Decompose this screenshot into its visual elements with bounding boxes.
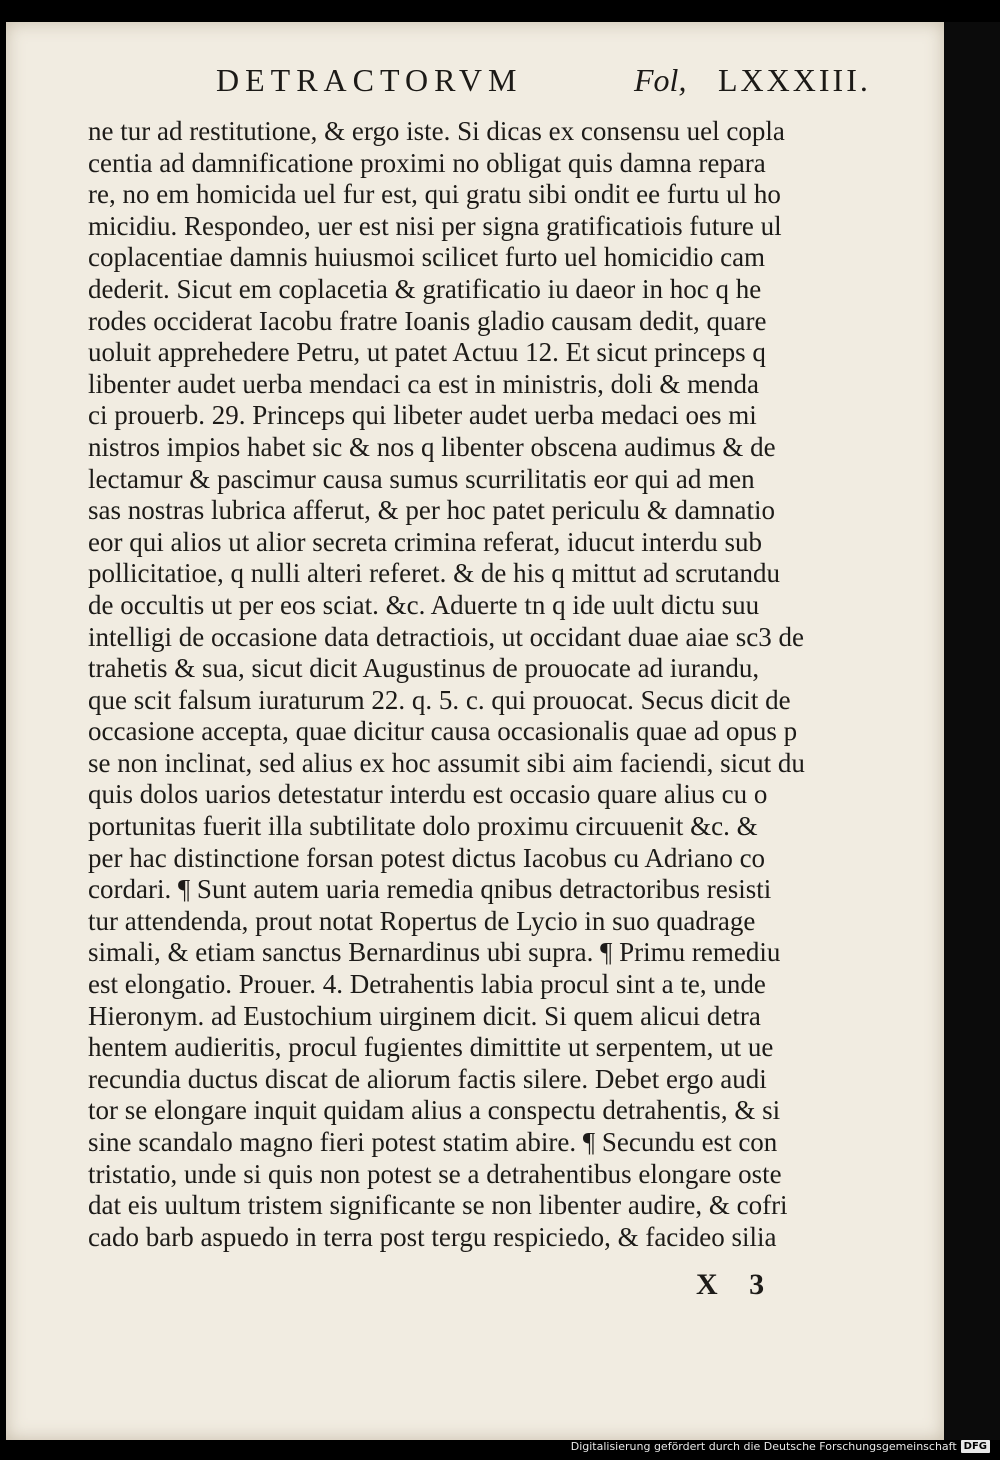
text-line: lectamur & pascimur causa sumus scurrilitatis eor qui ad men	[88, 463, 755, 494]
text-line: occasione accepta, quae dicitur causa occasionalis quae ad opus p	[88, 716, 798, 747]
main-text-block	[88, 116, 868, 1253]
digitization-credit	[571, 1438, 990, 1454]
text-line: coplacentiae damnis huiusmoi scilicet furto uel homicidio cam	[88, 242, 766, 273]
scan-background-edge	[944, 22, 1000, 1440]
text-line: sine scandalo magno fieri potest statim abire. ¶ Secundu est con	[88, 1127, 778, 1157]
text-line: se non inclinat, sed alius ex hoc assumit sibi aim faciendi, sicut du	[88, 747, 805, 778]
text-line: re, no em homicida uel fur est, qui gratu sibi ondit ee furtu ul ho	[88, 179, 781, 210]
dfg-logo: DFG	[961, 1440, 990, 1453]
text-line: sas nostras lubrica afferut, & per hoc patet periculu & damnatio	[88, 495, 776, 526]
running-title: DETRACTORVM	[216, 62, 523, 98]
text-line: pollicitatioe, q nulli alteri referet. & de his q mittut ad scrutandu	[88, 558, 781, 589]
text-line: centia ad damnificatione proximi no obligat quis damna repara	[88, 147, 766, 178]
text-line: Hieronym. ad Eustochium uirginem dicit. Si quem alicui detra	[88, 1000, 761, 1031]
text-line: dederit. Sicut em coplacetia & gratificatio iu daeor in hoc q he	[88, 273, 762, 304]
text-line: micidiu. Respondeo, uer est nisi per signa gratificatiois future ul	[88, 210, 782, 241]
text-line: per hac distinctione forsan potest dictus Iacobus cu Adriano co	[88, 842, 766, 873]
text-line: est elongatio. Prouer. 4. Detrahentis labia procul sint a te, unde	[88, 969, 766, 1000]
text-line: ne tur ad restitutione, & ergo iste. Si dicas ex consensu uel copla	[88, 116, 785, 146]
text-line: que scit falsum iuraturum 22. q. 5. c. qui prouocat. Secus dicit de	[88, 684, 791, 715]
text-line: libenter audet uerba mendaci ca est in ministris, doli & menda	[88, 368, 760, 399]
text-line: hentem audieritis, procul fugientes dimittite ut serpentem, ut ue	[88, 1032, 774, 1063]
text-line: uoluit apprehedere Petru, ut patet Actuu 12. Et sicut princeps q	[88, 337, 766, 368]
text-line: cordari. ¶ Sunt autem uaria remedia qnibus detractoribus resisti	[88, 874, 772, 905]
folio-number: LXXXIII.	[718, 62, 871, 98]
text-line: eor qui alios ut alior secreta crimina referat, iducut interdu sub	[88, 526, 762, 557]
credit-text: Digitalisierung gefördert durch die Deutsche Forschungsgemeinschaft	[570, 1439, 957, 1453]
signature-mark: X 3	[696, 1268, 777, 1301]
book-page	[6, 22, 944, 1440]
text-line: nistros impios habet sic & nos q libenter obscena audimus & de	[88, 431, 776, 462]
text-line: de occultis ut per eos sciat. &c. Aduerte tn q ide uult dictu suu	[88, 589, 760, 620]
text-line: ci prouerb. 29. Princeps qui libeter audet uerba medaci oes mi	[88, 400, 757, 431]
text-line: tristatio, unde si quis non potest se a detrahentibus elongare oste	[88, 1158, 782, 1189]
text-line: tor se elongare inquit quidam alius a conspectu detrahentis, & si	[88, 1095, 781, 1126]
text-line: trahetis & sua, sicut dicit Augustinus de prouocate ad iurandu,	[88, 653, 760, 684]
text-line: recundia ductus discat de aliorum factis silere. Debet ergo audi	[88, 1063, 767, 1094]
page-header	[6, 62, 944, 106]
text-line: dat eis uultum tristem significante se non libenter audire, & cofri	[88, 1190, 788, 1221]
text-line: quis dolos uarios detestatur interdu est occasio quare alius cu o	[88, 779, 768, 810]
text-line: tur attendenda, prout notat Ropertus de Lycio in suo quadrage	[88, 905, 756, 936]
text-line: simali, & etiam sanctus Bernardinus ubi supra. ¶ Primu remediu	[88, 937, 781, 968]
text-line: intelligi de occasione data detractiois, ut occidant duae aiae sc3 de	[88, 621, 804, 652]
folio-label: Fol,	[634, 62, 687, 98]
text-line: rodes occiderat Iacobu fratre Ioanis gladio causam dedit, quare	[88, 305, 767, 336]
text-line: cado barb aspuedo in terra post tergu respiciedo, & facideo silia	[88, 1221, 777, 1252]
text-line: portunitas fuerit illa subtilitate dolo proximu circuuenit &c. &	[88, 811, 758, 842]
